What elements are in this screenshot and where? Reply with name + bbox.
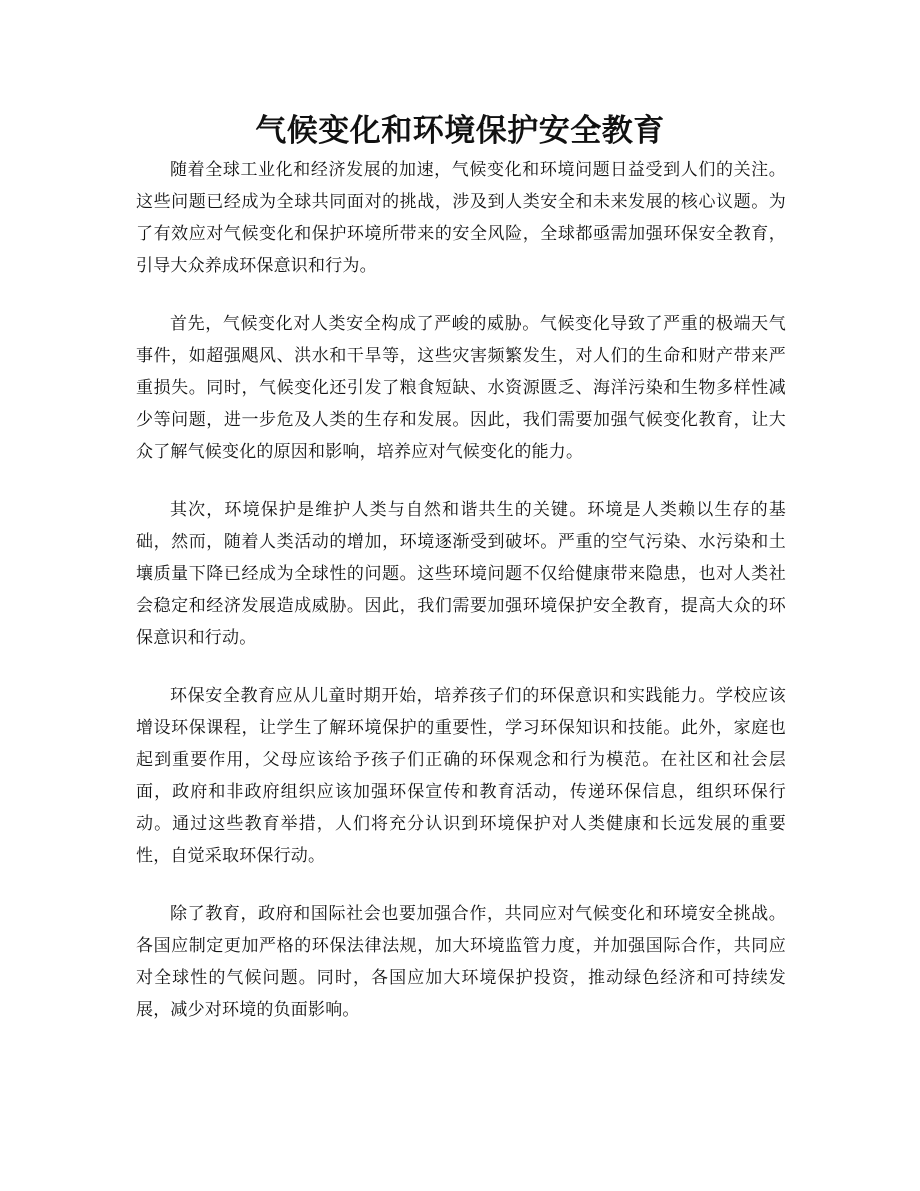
paragraph-2: 首先，气候变化对人类安全构成了严峻的威胁。气候变化导致了严重的极端天气事件，如超强飓风、洪水和干旱等，这些灾害频繁发生，对人们的生命和财产带来严重损失。同时，气候变化还引发了粮食短缺、水资源匮乏、海洋污染和生物多样性减少等问题，进一步危及人类的生存和发展。因此，我们需要加强气候变化教育，让大众了解气候变化的原因和影响，培养应对气候变化的能力。: [136, 314, 786, 462]
document-title: 气候变化和环境保护安全教育: [255, 113, 665, 149]
paragraph-5: 除了教育，政府和国际社会也要加强合作，共同应对气候变化和环境安全挑战。各国应制定更加严格的环保法律法规，加大环境监管力度，并加强国际合作，共同应对全球性的气候问题。同时，各国应加大环境保护投资，推动绿色经济和可持续发展，减少对环境的负面影响。: [136, 904, 786, 1020]
paragraph-4: 环保安全教育应从儿童时期开始，培养孩子们的环保意识和实践能力。学校应该增设环保课程，让学生了解环境保护的重要性，学习环保知识和技能。此外，家庭也起到重要作用，父母应该给予孩子们正确的环保观念和行为模范。在社区和社会层面，政府和非政府组织应该加强环保宣传和教育活动，传递环保信息，组织环保行动。通过这些教育举措，人们将充分认识到环境保护对人类健康和长远发展的重要性，自觉采取环保行动。: [136, 686, 786, 866]
document-body: [136, 154, 786, 1052]
paragraph-3: 其次，环境保护是维护人类与自然和谐共生的关键。环境是人类赖以生存的基础，然而，随着人类活动的增加，环境逐渐受到破坏。严重的空气污染、水污染和土壤质量下降已经成为全球性的问题。这些环境问题不仅给健康带来隐患，也对人类社会稳定和经济发展造成威胁。因此，我们需要加强环境保护安全教育，提高大众的环保意识和行动。: [136, 500, 786, 648]
paragraph-1: 随着全球工业化和经济发展的加速，气候变化和环境问题日益受到人们的关注。这些问题已经成为全球共同面对的挑战，涉及到人类安全和未来发展的核心议题。为了有效应对气候变化和保护环境所带来的安全风险，全球都亟需加强环保安全教育，引导大众养成环保意识和行为。: [136, 160, 786, 276]
